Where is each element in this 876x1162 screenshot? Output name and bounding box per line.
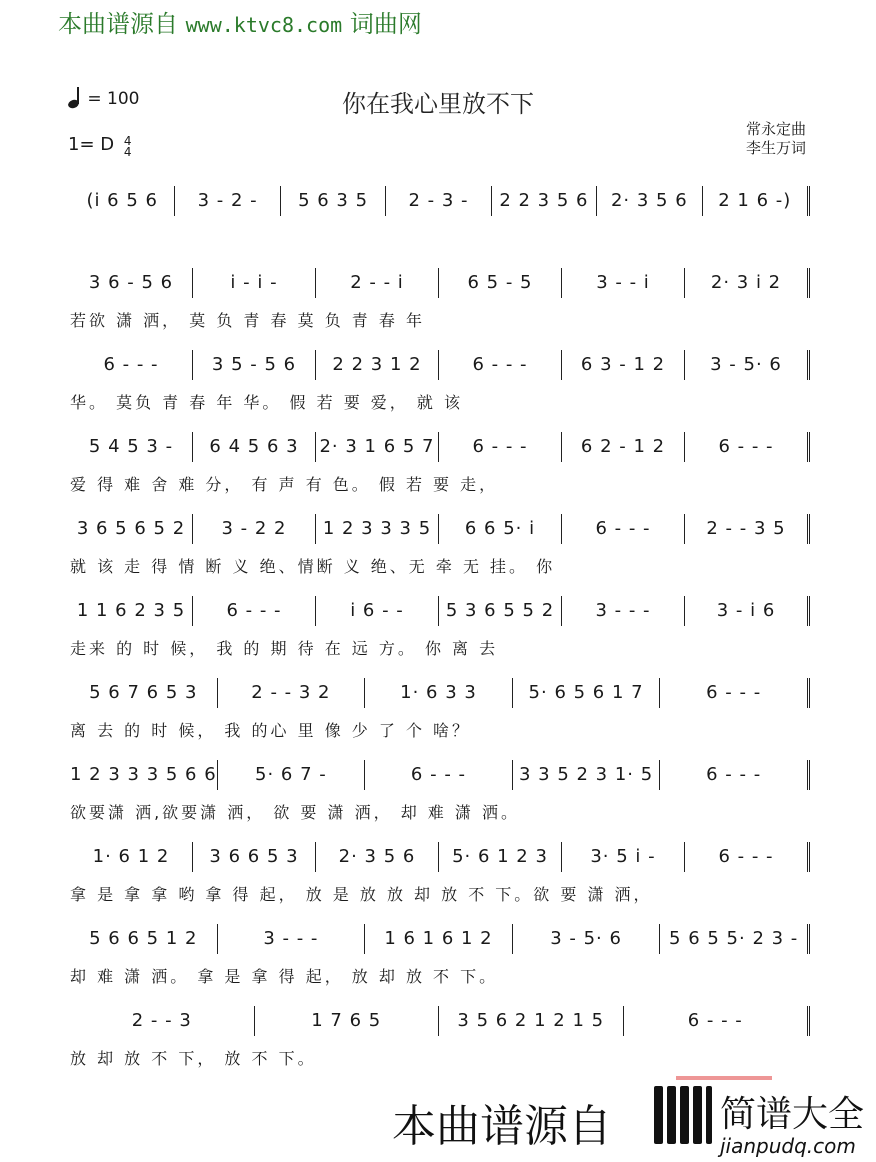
source-url[interactable]: www.ktvc8.com [185, 13, 343, 37]
measure: 5· 6 1 2 3 [439, 842, 562, 872]
measure: 6 2 - 1 2 [562, 432, 685, 462]
measure: 5 6 6 5 1 2 [70, 924, 218, 954]
lyric-line: 爱 得 难 舍 难 分， 有 声 有 色。 假 若 要 走， [70, 475, 499, 494]
lyric-line: 若欲 潇 洒， 莫 负 青 春 莫 负 青 春 年 [70, 311, 425, 330]
measure: 6 - - - [562, 514, 685, 544]
credits [746, 120, 806, 158]
measure: 3 5 - 5 6 [193, 350, 316, 380]
key-signature [68, 134, 132, 158]
measure: 6 - - - [439, 350, 562, 380]
notation-line [70, 678, 810, 708]
measure: 6 - - - [660, 678, 810, 708]
footer-accent [676, 1076, 772, 1080]
measure: 1 6 1 6 1 2 [365, 924, 513, 954]
measure: 1 2 3 3 3 5 6 6 [70, 760, 218, 790]
measure: 2· 3 1 6 5 7 [316, 432, 439, 462]
lyric-line: 走来 的 时 候， 我 的 期 待 在 远 方。 你 离 去 [70, 639, 499, 658]
measure: 5 6 7 6 5 3 [70, 678, 218, 708]
time-bottom: 4 [123, 145, 132, 159]
measure: 6 3 - 1 2 [562, 350, 685, 380]
source-suffix: 词曲网 [349, 10, 422, 38]
measure: 3 - i 6 [685, 596, 810, 626]
measure: 1· 6 3 3 [365, 678, 513, 708]
measure: 6 - - - [660, 760, 810, 790]
measure: i 6 - - [316, 596, 439, 626]
measure: 5 6 5 5· 2 3 - [660, 924, 810, 954]
notation-line [70, 924, 810, 954]
measure: 6 4 5 6 3 [193, 432, 316, 462]
measure: 3 3 5 2 3 1· 5 [513, 760, 661, 790]
measure: 3 - - i [562, 268, 685, 298]
measure: 2· 3 5 6 [597, 186, 702, 216]
measure: 3 - 5· 6 [685, 350, 810, 380]
measure: 2· 3 5 6 [316, 842, 439, 872]
measure: 5· 6 7 - [218, 760, 366, 790]
source-prefix: 本曲谱源自 [58, 10, 178, 38]
page-title: 你在我心里放不下 [342, 90, 534, 118]
key-label: 1= D [68, 134, 115, 155]
measure: 6 - - - [624, 1006, 811, 1036]
measure: 6 - - - [70, 350, 193, 380]
lyric-line: 欲要潇 洒,欲要潇 洒， 欲 要 潇 洒， 却 难 潇 洒。 [70, 803, 520, 822]
measure: 3· 5 i - [562, 842, 685, 872]
measure: 3 - 2 - [175, 186, 280, 216]
lyricist: 李生万词 [745, 139, 806, 157]
measure: 1· 6 1 2 [70, 842, 193, 872]
tempo-value: = 100 [87, 89, 140, 109]
notation-line [70, 842, 810, 872]
measure: 2 - - 3 5 [685, 514, 810, 544]
measure: 2 - 3 - [386, 186, 491, 216]
measure: 5 6 3 5 [281, 186, 386, 216]
notation-line [70, 596, 810, 626]
notation-line [70, 1006, 810, 1036]
measure: 6 - - - [193, 596, 316, 626]
notation-line [70, 350, 810, 380]
measure: 6 - - - [439, 432, 562, 462]
notation-line [70, 432, 810, 462]
composer: 常永定曲 [745, 120, 806, 138]
lyric-line: 拿 是 拿 拿 哟 拿 得 起， 放 是 放 放 却 放 不 下。欲 要 潇 洒， [70, 885, 653, 904]
measure: 6 6 5· i [439, 514, 562, 544]
measure: 3 6 6 5 3 [193, 842, 316, 872]
measure: 2 - - i [316, 268, 439, 298]
lyric-line: 就 该 走 得 情 断 义 绝、情断 义 绝、无 牵 无 挂。 你 [70, 557, 556, 576]
measure: 5· 6 5 6 1 7 [513, 678, 661, 708]
source-header [58, 4, 422, 39]
footer-source-label: 本曲谱源自 [392, 1101, 612, 1152]
measure: 5 3 6 5 5 2 [439, 596, 562, 626]
notation-line [70, 186, 810, 216]
footer-site-title: 简谱大全 [720, 1094, 865, 1135]
measure: 6 - - - [685, 432, 810, 462]
measure: 3 6 5 6 5 2 [70, 514, 193, 544]
measure: 6 5 - 5 [439, 268, 562, 298]
measure: 3 5 6 2 1 2 1 5 [439, 1006, 624, 1036]
lyric-line: 放 却 放 不 下， 放 不 下。 [70, 1049, 317, 1068]
measure: 6 - - - [365, 760, 513, 790]
measure: i - i - [193, 268, 316, 298]
measure: 1 7 6 5 [255, 1006, 440, 1036]
measure: 3 - - - [218, 924, 366, 954]
measure: 1 2 3 3 3 5 [316, 514, 439, 544]
measure: 3 6 - 5 6 [70, 268, 193, 298]
measure: 2 1 6 -) [703, 186, 810, 216]
measure: 2 2 3 5 6 [492, 186, 597, 216]
footer-site-url[interactable]: jianpudq.com [720, 1134, 856, 1158]
measure: 3 - 2 2 [193, 514, 316, 544]
lyric-line: 离 去 的 时 候， 我 的心 里 像 少 了 个 啥？ [70, 721, 472, 740]
notation-line [70, 760, 810, 790]
notation-line [70, 514, 810, 544]
measure: 1 1 6 2 3 5 [70, 596, 193, 626]
measure: 2 - - 3 2 [218, 678, 366, 708]
measure: (i 6 5 6 [70, 186, 175, 216]
lyric-line: 华。 莫负 青 春 年 华。 假 若 要 爱， 就 该 [70, 393, 463, 412]
measure: 5 4 5 3 - [70, 432, 193, 462]
measure: 6 - - - [685, 842, 810, 872]
measure: 3 - 5· 6 [513, 924, 661, 954]
notation-line [70, 268, 810, 298]
measure: 2 2 3 1 2 [316, 350, 439, 380]
piano-keys-icon [652, 1086, 714, 1150]
measure: 2 - - 3 [70, 1006, 255, 1036]
time-signature [124, 136, 132, 158]
measure: 3 - - - [562, 596, 685, 626]
lyric-line: 却 难 潇 洒。 拿 是 拿 得 起， 放 却 放 不 下。 [70, 967, 499, 986]
measure: 2· 3 i 2 [685, 268, 810, 298]
time-top: 4 [123, 134, 132, 148]
